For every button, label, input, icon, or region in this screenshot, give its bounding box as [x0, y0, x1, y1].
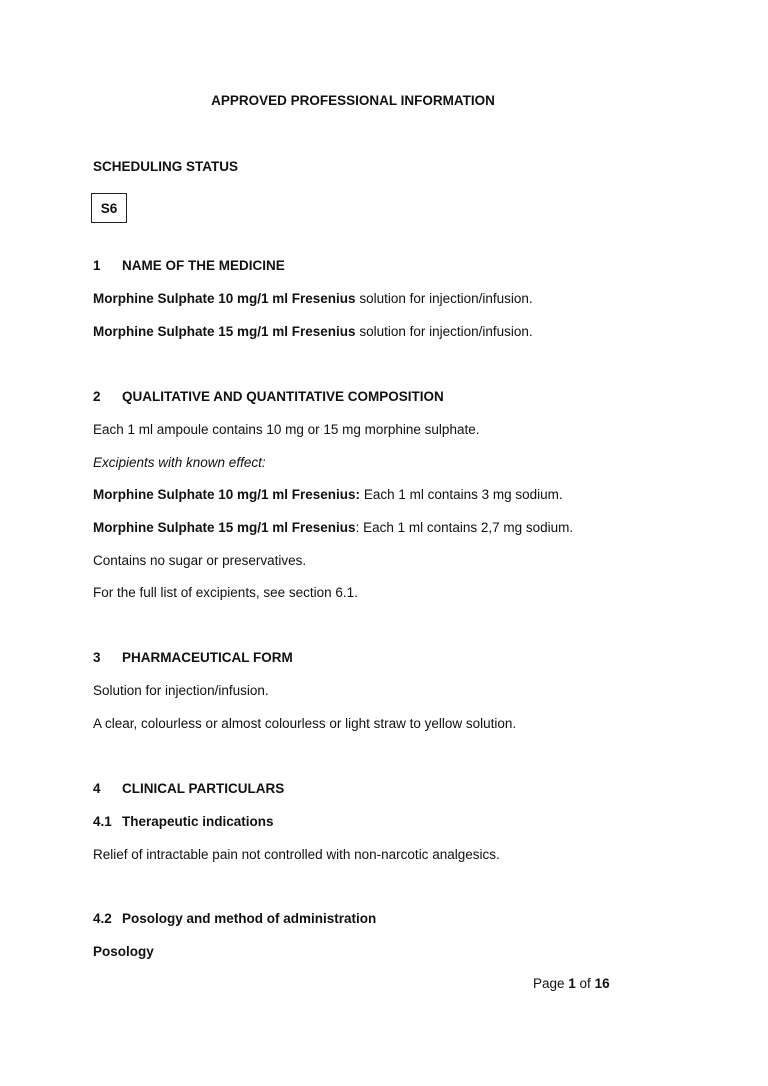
product-name: Morphine Sulphate 10 mg/1 ml Fresenius: [93, 291, 356, 306]
section-title: CLINICAL PARTICULARS: [122, 781, 285, 796]
sodium-content-line: [93, 487, 563, 503]
scheduling-status-box: [91, 193, 127, 223]
product-description: solution for injection/infusion.: [355, 324, 533, 339]
therapeutic-indication-text: Relief of intractable pain not controlled with non-narcotic analgesics.: [93, 847, 500, 862]
page-current: 1: [568, 976, 576, 991]
page-total: 16: [594, 976, 610, 991]
composition-text: Each 1 ml ampoule contains 10 mg or 15 mg morphine sulphate.: [93, 422, 480, 437]
scheduling-status-value: S6: [100, 200, 118, 216]
subsection-number: 4.1: [93, 814, 112, 829]
sodium-content-line: [93, 520, 573, 536]
product-name: Morphine Sulphate 10 mg/1 ml Fresenius:: [93, 487, 361, 502]
excipients-reference-text: For the full list of excipients, see section 6.1.: [93, 585, 358, 600]
page-number: [533, 976, 610, 991]
subsection-4-2-heading: [93, 911, 376, 927]
no-sugar-text: Contains no sugar or preservatives.: [93, 553, 307, 568]
product-name: Morphine Sulphate 15 mg/1 ml Fresenius: [93, 324, 356, 339]
scheduling-status-heading: SCHEDULING STATUS: [93, 159, 238, 174]
excipients-label: Excipients with known effect:: [93, 455, 266, 470]
section-number: 4: [93, 781, 101, 796]
sodium-text: : Each 1 ml contains 2,7 mg sodium.: [355, 520, 574, 535]
section-number: 1: [93, 258, 101, 273]
product-description: solution for injection/infusion.: [355, 291, 533, 306]
posology-label: Posology: [93, 944, 154, 959]
section-title: NAME OF THE MEDICINE: [122, 258, 285, 273]
section-number: 3: [93, 650, 101, 665]
section-1-heading: [93, 258, 285, 274]
page-of-word: of: [575, 976, 595, 991]
subsection-4-1-heading: [93, 814, 274, 830]
section-2-heading: [93, 389, 444, 405]
section-title: PHARMACEUTICAL FORM: [122, 650, 293, 665]
medicine-name-line: [93, 291, 533, 307]
section-title: QUALITATIVE AND QUANTITATIVE COMPOSITION: [122, 389, 444, 404]
product-name: Morphine Sulphate 15 mg/1 ml Fresenius: [93, 520, 356, 535]
document-title: APPROVED PROFESSIONAL INFORMATION: [211, 93, 495, 108]
page-word: Page: [533, 976, 569, 991]
pharmaceutical-form-text: Solution for injection/infusion.: [93, 683, 269, 698]
subsection-number: 4.2: [93, 911, 112, 926]
section-4-heading: [93, 781, 284, 797]
appearance-text: A clear, colourless or almost colourless or light straw to yellow solution.: [93, 716, 517, 731]
section-number: 2: [93, 389, 101, 404]
subsection-title: Posology and method of administration: [122, 911, 377, 926]
subsection-title: Therapeutic indications: [122, 814, 274, 829]
sodium-text: Each 1 ml contains 3 mg sodium.: [360, 487, 563, 502]
medicine-name-line: [93, 324, 533, 340]
section-3-heading: [93, 650, 293, 666]
